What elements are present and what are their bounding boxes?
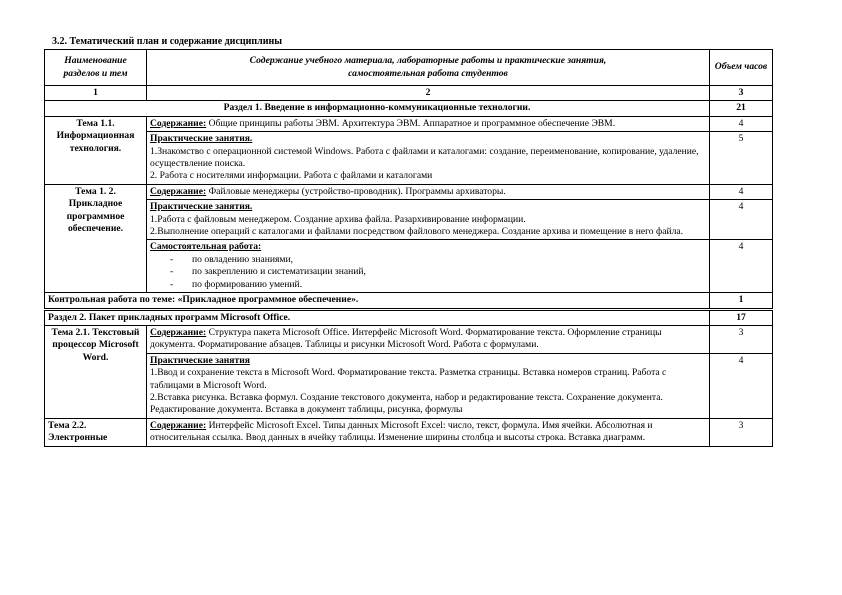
topic-2-1-practice-hours: 4 — [710, 353, 773, 418]
topic-2-1-content — [147, 325, 710, 353]
topic-2-1-practice-row — [45, 353, 773, 418]
section-1-title: Раздел 1. Введение в информационно-коммуникационные технологии. — [45, 101, 710, 116]
control-work-row — [45, 293, 773, 309]
thematic-plan-table — [44, 49, 773, 447]
section-2-row — [45, 309, 773, 325]
practice-line: 2.Выполнение операций с каталогами и файлами посредством файлового менеджера. Создание архива и помещение в него файла. — [150, 226, 684, 238]
column-number-3: 3 — [710, 86, 773, 101]
section-2-hours: 17 — [710, 309, 773, 325]
practice-line: 1.Работа с файловым менеджером. Создание архива файла. Разархивирование информации. — [150, 213, 526, 225]
practice-line: 1.Знакомство с операционной системой Windows. Работа с файлами и каталогами: создание, переименование, копирование, удаление, осуществление поиска. — [150, 145, 699, 170]
topic-2-2-content-hours: 3 — [710, 418, 773, 446]
self-work-label: Самостоятельная работа: — [150, 241, 262, 253]
content-text: Интерфейс Microsoft Excel. Типы данных Microsoft Excel: число, текст, формула. Имя ячейки. Абсолютная и относительная ссылка. Ввод данных в ячейку таблицы. Изменение ширины столбца и высоты строка. Вставка диаграмм. — [150, 419, 653, 444]
practice-label: Практические занятия — [150, 354, 250, 366]
topic-1-2-self-work — [147, 240, 710, 293]
page-heading: 3.2. Тематический план и содержание дисциплины — [52, 36, 283, 47]
column-number-1: 1 — [45, 86, 147, 101]
topic-1-2-self-work-hours: 4 — [710, 240, 773, 293]
content-label: Содержание: — [150, 419, 207, 431]
column-number-row — [45, 86, 773, 101]
self-work-item: - по закреплению и систематизации знаний, — [150, 266, 706, 278]
content-label: Содержание: — [150, 117, 207, 129]
header-col-hours: Объем часов — [710, 50, 773, 86]
topic-1-1-content — [147, 116, 710, 131]
content-label: Содержание: — [150, 185, 207, 197]
content-label: Содержание: — [150, 326, 207, 338]
topic-1-1-practice-hours: 5 — [710, 132, 773, 185]
topic-2-1-content-row — [45, 325, 773, 353]
table-header-row — [45, 50, 773, 86]
topic-1-2-self-work-row — [45, 240, 773, 293]
self-work-item: - по овладению знаниями, — [150, 254, 706, 266]
topic-1-1-practice-row — [45, 132, 773, 185]
section-1-hours: 21 — [710, 101, 773, 116]
section-1-row — [45, 101, 773, 116]
topic-2-1-content-hours: 3 — [710, 325, 773, 353]
topic-1-2-content-hours: 4 — [710, 184, 773, 199]
topic-1-2-practice — [147, 200, 710, 240]
content-text: Структура пакета Microsoft Office. Интерфейс Microsoft Word. Форматирование текста. Оформление страницы документа. Форматирование абзацев. Таблицы и рисунки Microsoft Word. Работа с формулами. — [150, 326, 662, 351]
control-work-text: Контрольная работа по теме: «Прикладное программное обеспечение». — [45, 293, 710, 309]
practice-line: 1.Ввод и сохранение текста в Microsoft Word. Форматирование текста. Разметка страницы. Вставка номеров страниц. Работа с таблицами в Microsoft Word. — [150, 367, 667, 391]
content-text: Общие принципы работы ЭВМ. Архитектура ЭВМ. Аппаратное и программное обеспечение ЭВМ. — [206, 117, 616, 129]
header-content-line-1: Содержание учебного материала, лабораторные работы и практические занятия, — [249, 55, 607, 67]
topic-1-2-content — [147, 184, 710, 199]
section-2-title: Раздел 2. Пакет прикладных программ Microsoft Office. — [45, 309, 710, 325]
practice-line: 2. Работа с носителями информации. Работа с файлами и каталогами — [150, 170, 433, 182]
column-number-2: 2 — [147, 86, 710, 101]
topic-1-1-content-row — [45, 116, 773, 131]
practice-label: Практические занятия. — [150, 201, 253, 213]
content-text: Файловые менеджеры (устройство-проводник). Программы архиваторы. — [206, 185, 506, 197]
topic-1-2-practice-hours: 4 — [710, 200, 773, 240]
topic-2-2-title: Тема 2.2. Электронные — [45, 418, 147, 446]
topic-1-1-title: Тема 1.1. Информационная технология. — [45, 116, 147, 184]
topic-2-2-content — [147, 418, 710, 446]
self-work-item: - по формированию умений. — [150, 279, 706, 291]
practice-label: Практические занятия. — [150, 133, 253, 145]
topic-1-2-content-row — [45, 184, 773, 199]
topic-1-1-practice — [147, 132, 710, 185]
topic-2-2-content-row — [45, 418, 773, 446]
control-work-hours: 1 — [710, 293, 773, 309]
header-col-topics: Наименование разделов и тем — [45, 50, 147, 86]
header-content-line-2: самостоятельная работа студентов — [348, 67, 508, 79]
practice-line: 2.Вставка рисунка. Вставка формул. Создание текстового документа, набор и редактирование текста. Сохранение документа. Редактирование документа. Вставка в документ таблицы, рисунка, формулы — [150, 391, 663, 416]
topic-2-1-title: Тема 2.1. Текстовый процессор Microsoft Word. — [45, 325, 147, 418]
topic-1-2-practice-row — [45, 200, 773, 240]
topic-1-2-title: Тема 1. 2. Прикладное программное обеспечение. — [45, 184, 147, 292]
topic-2-1-practice — [147, 353, 710, 418]
topic-1-1-content-hours: 4 — [710, 116, 773, 131]
header-col-content — [147, 50, 710, 86]
